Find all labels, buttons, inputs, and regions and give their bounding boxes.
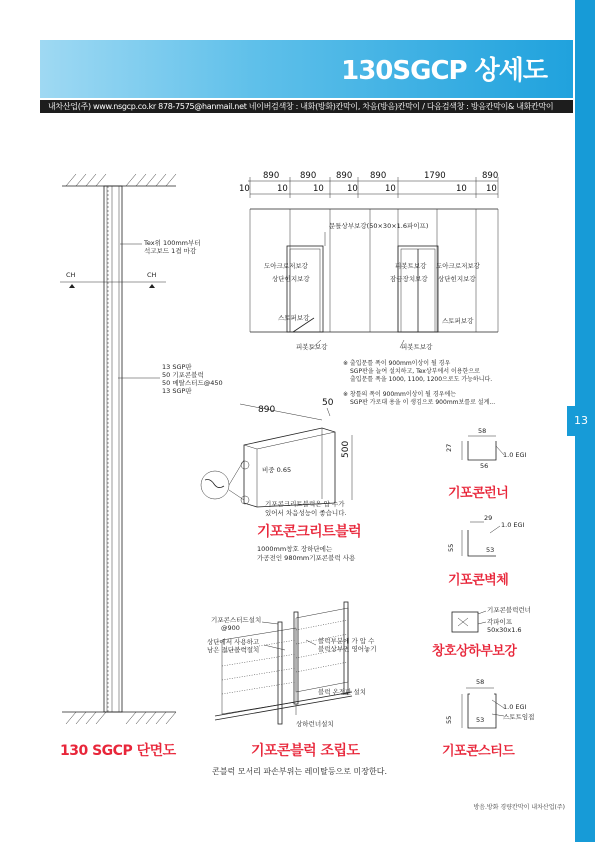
assembly-stud-2: @900 xyxy=(221,624,240,632)
stud-joint-label: 스토트임접 xyxy=(503,713,535,721)
runner-thickness: 1.0 EGI xyxy=(503,451,527,459)
window-caption: 창호상하부보강 xyxy=(432,644,517,659)
stud-caption: 기포콘스터드 xyxy=(442,744,515,759)
dim-bottom-2: 10 xyxy=(277,184,288,194)
runner-d1: 58 xyxy=(478,427,487,435)
label-floor-left: 피봇트보강 xyxy=(296,343,328,351)
runner-d2: 27 xyxy=(445,443,453,452)
assembly-stud-1: 기포콘스터드설치 xyxy=(211,616,262,624)
dim-top-2: 890 xyxy=(300,171,317,181)
dim-top-4: 890 xyxy=(370,171,387,181)
window-label-3: 50x30x1.6 xyxy=(487,626,522,634)
dim-top-1: 890 xyxy=(263,171,280,181)
ch-left-label: CH xyxy=(66,271,76,279)
block-dim-thick: 50 xyxy=(322,398,334,408)
dim-bottom-4: 10 xyxy=(347,184,358,194)
block-note-1: 기포콘크리트블럭은 압 수가 xyxy=(265,500,345,508)
dim-bottom-6: 10 xyxy=(456,184,467,194)
label-pipe: 문틀상부보강(50×30×1.6파이프) xyxy=(329,222,429,230)
assembly-glue-2: 블럭상부면 영어놓기 xyxy=(318,645,377,653)
assembly-cut-2: 남은 절단블럭설치 xyxy=(207,646,260,654)
block-dim-width: 890 xyxy=(258,405,276,415)
label-stopper-left: 스토퍼보강 xyxy=(278,314,310,322)
dim-bottom-5: 10 xyxy=(385,184,396,194)
assembly-glue-1: 블럭부분에 가 압 수 xyxy=(318,637,375,645)
wall-thickness: 1.0 EGI xyxy=(501,521,525,529)
runner-d3: 56 xyxy=(480,462,489,470)
block-caption: 기포콘크리트블럭 xyxy=(257,524,362,540)
wall-d2: 55 xyxy=(447,543,455,552)
assembly-slide: 블럭 온정판 설치 xyxy=(318,688,367,696)
layer-2: 50 기포콘블럭 xyxy=(162,371,204,379)
window-label-1: 기포콘블럭런너 xyxy=(487,606,531,614)
dim-top-6: 890 xyxy=(482,171,499,181)
assembly-note: 콘블럭 모서리 파손부위는 레미탈등으로 미장한다. xyxy=(212,767,388,776)
assembly-runner: 상하런너설치 xyxy=(296,720,334,728)
tex-note-2: 석고보드 1겹 마감 xyxy=(144,247,197,255)
label-floor-right: 피봇트보강 xyxy=(401,343,433,351)
dim-bottom-1: 10 xyxy=(239,184,250,194)
layer-4: 13 SGP판 xyxy=(162,387,192,395)
window-label-2: 각파이프 xyxy=(487,618,513,626)
dim-top-3: 890 xyxy=(336,171,353,181)
label-door-right: 도아크로저보강 xyxy=(436,262,480,270)
stud-d3: 53 xyxy=(476,716,485,724)
section-drawing xyxy=(60,174,176,724)
assembly-caption: 기포콘블럭 조립도 xyxy=(251,743,360,759)
wall-d3: 53 xyxy=(486,546,495,554)
page-title: 130SGCP 상세도 xyxy=(341,56,547,86)
wall-profile xyxy=(462,522,500,556)
plan-note-4: ※ 창틀의 폭이 900mm이상이 될 경우에는 xyxy=(343,391,457,398)
dim-top-5: 1790 xyxy=(424,171,446,181)
tex-note-1: Tex위 100mm부터 xyxy=(144,239,201,247)
label-hinge-left: 상단힌지보강 xyxy=(272,275,310,283)
block-drawing xyxy=(201,404,352,507)
block-sub-1: 1000mm창호 장하단에는 xyxy=(257,545,333,553)
plan-note-1: ※ 출입문틀 폭이 900mm이상이 될 경우 xyxy=(343,360,451,367)
label-lock: 잠금장치보강 xyxy=(390,275,428,283)
wall-d1: 29 xyxy=(484,514,493,522)
assembly-cut-1: 상단에서 사용하고 xyxy=(207,638,260,646)
stud-d2: 55 xyxy=(445,715,453,724)
section-caption: 130 SGCP 단면도 xyxy=(60,743,176,759)
plan-note-2: SGP판을 늘여 설치하고, Tex상부에서 이용한으로 xyxy=(350,368,480,375)
page-number-tab: 13 xyxy=(567,406,595,436)
runner-profile xyxy=(462,436,504,460)
plan-note-5: SGP판 가로대 용을 이 생김으로 900mm보를로 설계... xyxy=(350,399,496,406)
dim-bottom-3: 10 xyxy=(313,184,324,194)
footer-text: 방음.방화 경량칸막이 내차산업(주) xyxy=(473,804,565,811)
label-pivot-top: 피봇트보강 xyxy=(395,262,427,270)
block-note-2: 있어서 차음성능이 좋습니다. xyxy=(265,509,347,517)
layer-3: 50 메탈스터드@450 xyxy=(162,379,223,387)
stud-d1: 58 xyxy=(476,678,485,686)
company-info-text: 내차산업(주) www.nsgcp.co.kr 878-7575@hanmail.net 네이버검색창 : 내화(방화)칸막이, 차음(방음)칸막이 / 다음검색창 : 방음칸막이& 내화칸막이 xyxy=(48,102,554,111)
dim-bottom-7: 10 xyxy=(486,184,497,194)
wall-caption: 기포콘벽체 xyxy=(448,573,509,588)
window-profile xyxy=(452,611,486,632)
plan-note-3: 출입문틀 폭을 1000, 1100, 1200으로도 가능하니다. xyxy=(350,376,493,383)
label-hinge-right: 상단힌지보강 xyxy=(438,275,476,283)
block-dim-height: 500 xyxy=(341,440,351,458)
label-stopper-right: 스토퍼보강 xyxy=(442,317,474,325)
stud-thickness: 1.0 EGI xyxy=(503,703,527,711)
block-sub-2: 가공전인 980mm기포콘블럭 사용 xyxy=(257,554,356,562)
block-ratio: 비중 0.65 xyxy=(262,466,292,474)
runner-caption: 기포콘런너 xyxy=(448,486,509,501)
ch-right-label: CH xyxy=(147,271,157,279)
label-door-left: 도아크로저보강 xyxy=(264,262,308,270)
layer-1: 13 SGP판 xyxy=(162,363,192,371)
